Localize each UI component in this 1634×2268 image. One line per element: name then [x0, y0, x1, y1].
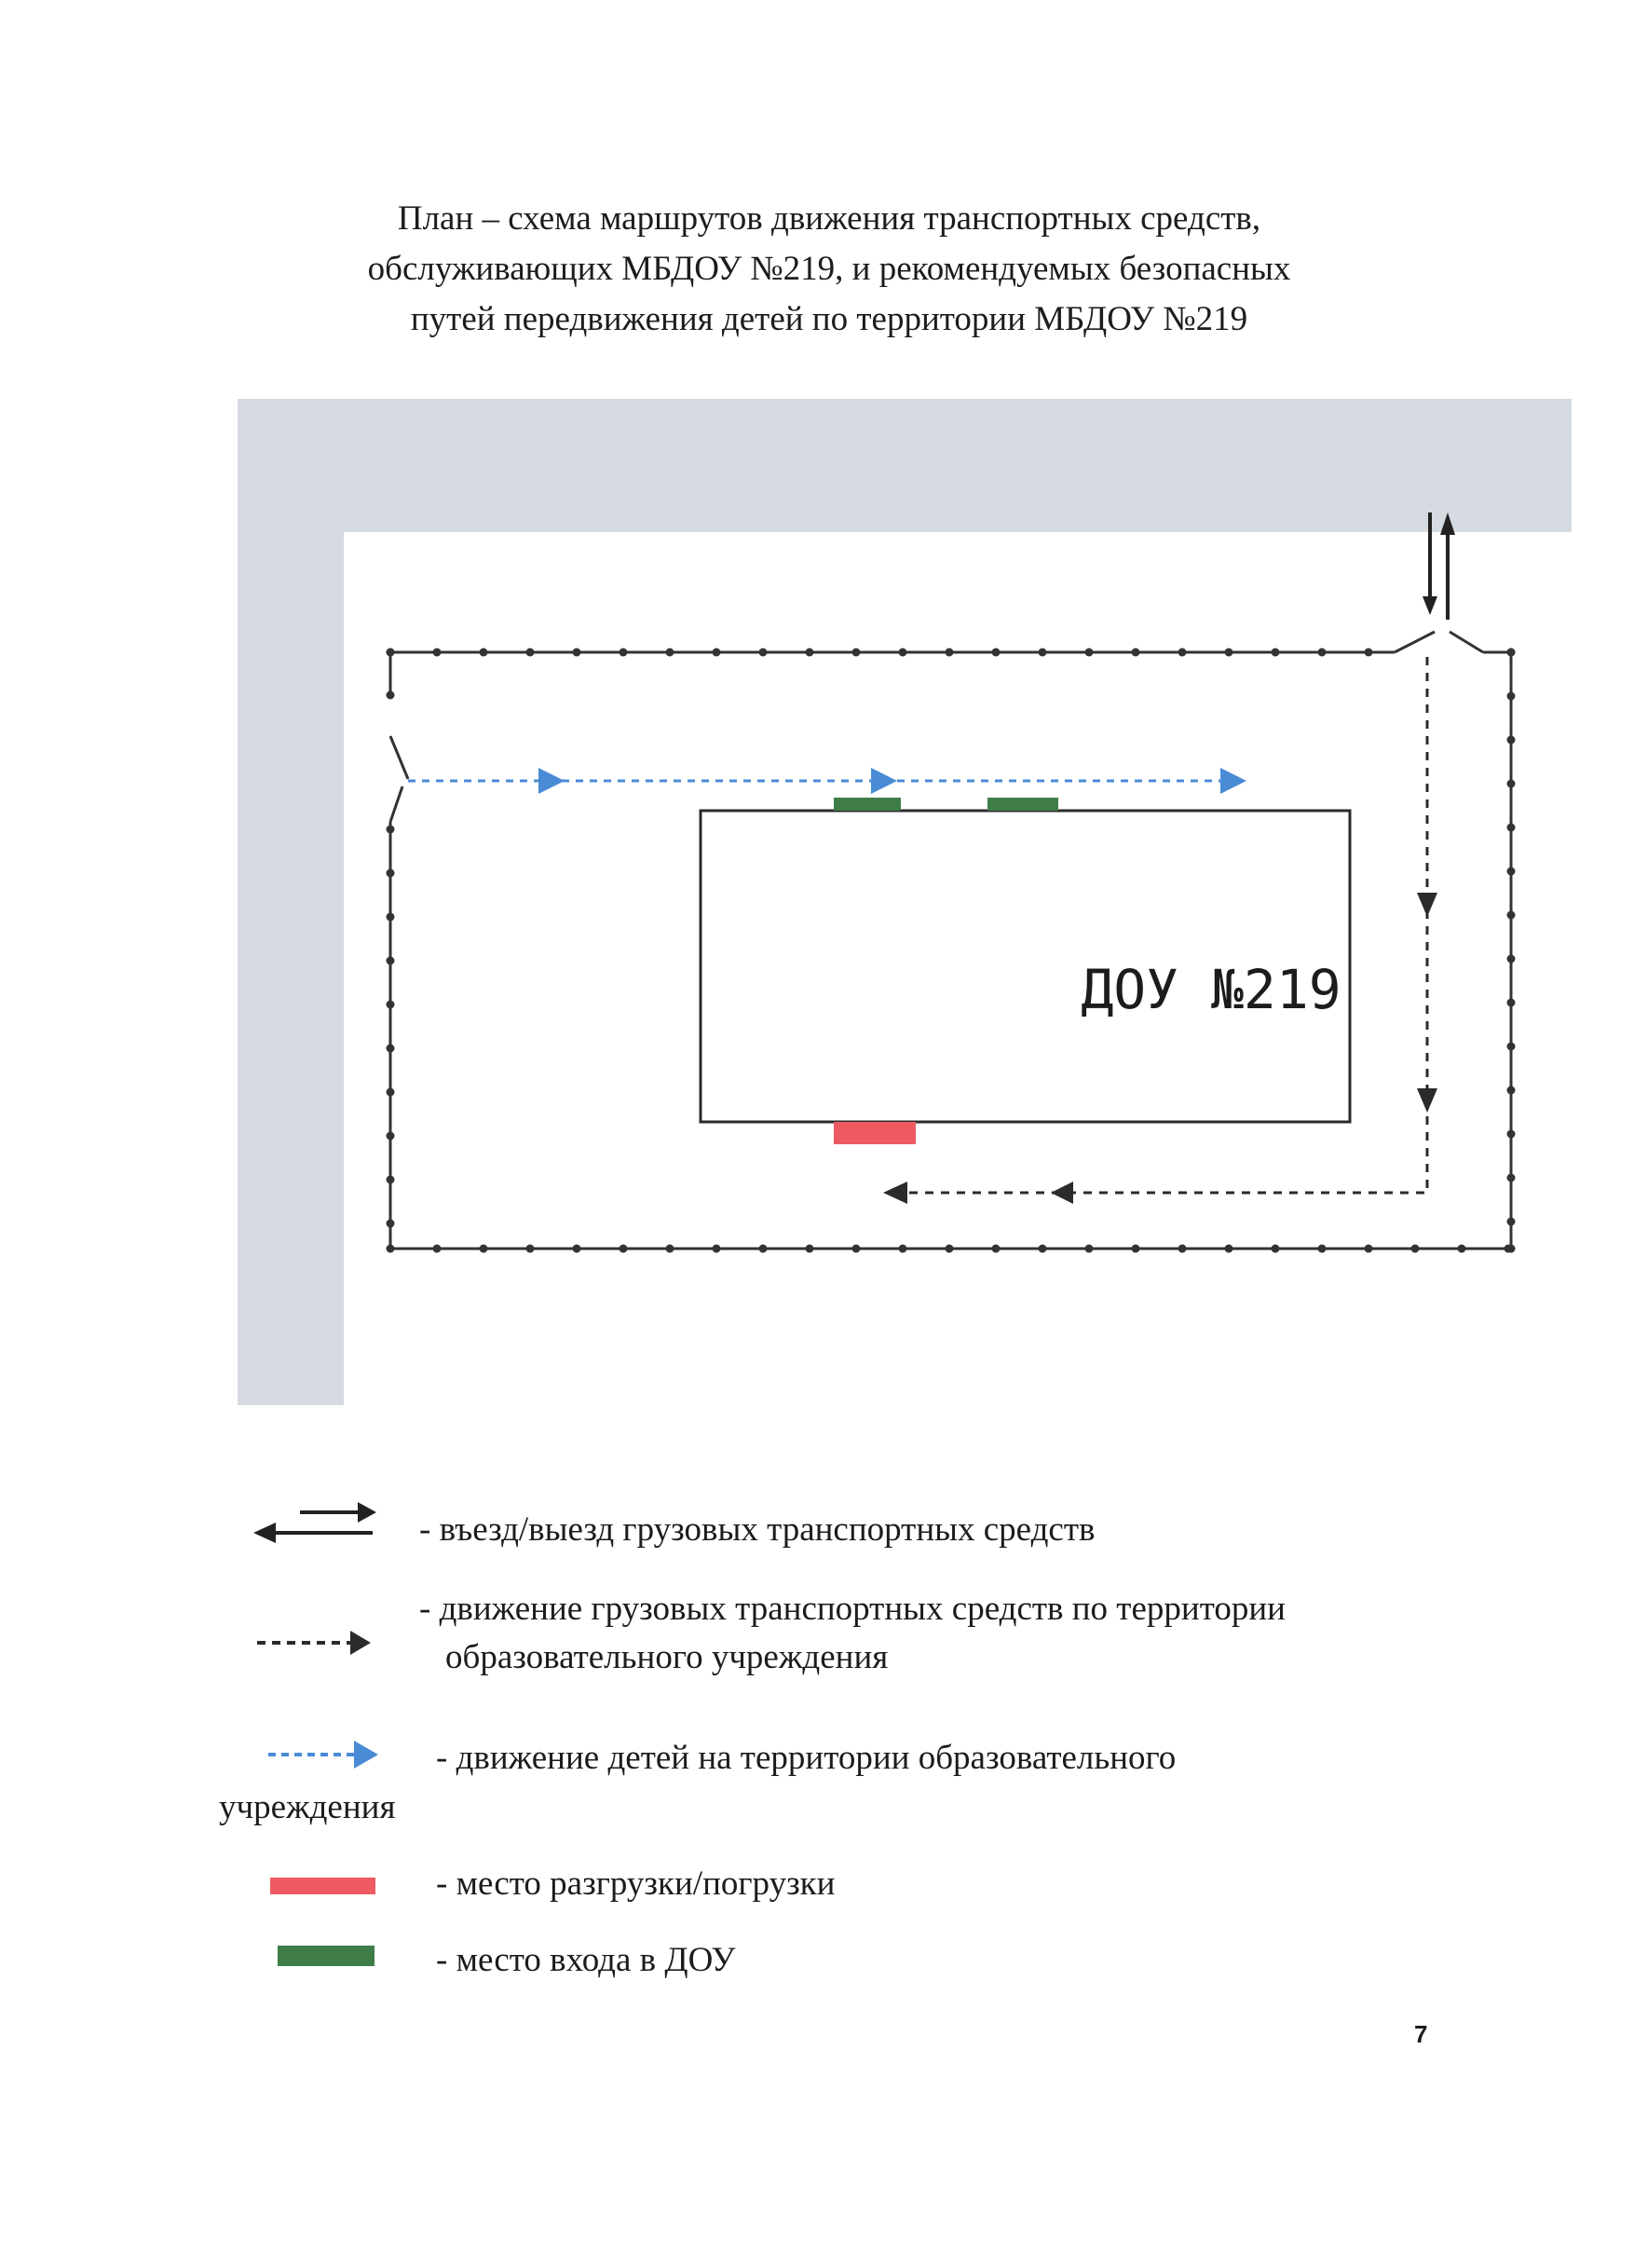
- legend-children-route-icon: [268, 1741, 378, 1769]
- fence-post: [480, 1245, 488, 1253]
- fence-post: [1507, 1130, 1516, 1139]
- fence-post: [1507, 1174, 1516, 1182]
- legend-children-route-text-2: учреждения: [219, 1788, 396, 1826]
- fence-post: [1318, 1245, 1327, 1253]
- children-route: [408, 768, 1246, 794]
- fence-post: [713, 1245, 721, 1253]
- gate-top-right-leaf: [1450, 632, 1483, 652]
- legend-entry-exit-text: - въезд/выезд грузовых транспортных средств: [419, 1510, 1096, 1549]
- legend-children-route-text-1: - движение детей на территории образовательного: [436, 1739, 1177, 1777]
- fence-post: [433, 649, 442, 657]
- fence-post: [387, 1045, 395, 1053]
- truck-arrow-left-1-icon: [1051, 1182, 1073, 1204]
- fence-post: [899, 1245, 907, 1253]
- loading-area: [834, 1122, 916, 1144]
- children-arrow-2-icon: [871, 768, 897, 794]
- fence-post: [946, 1245, 954, 1253]
- fence-post: [1225, 1245, 1233, 1253]
- fence-post: [387, 913, 395, 922]
- children-arrow-3-icon: [1220, 768, 1246, 794]
- fence-post: [1178, 649, 1187, 657]
- fence-post: [806, 1245, 814, 1253]
- gate-left-lower-leaf: [390, 786, 402, 822]
- legend-symbols: [253, 1502, 378, 1769]
- truck-arrow-left-2-icon: [883, 1182, 907, 1204]
- fence-post: [1507, 911, 1516, 920]
- fence-post: [1039, 1245, 1047, 1253]
- fence-post: [759, 649, 768, 657]
- fence-post: [1318, 649, 1327, 657]
- fence-post: [946, 649, 954, 657]
- fence-post: [1039, 649, 1047, 657]
- truck-arrow-down-2-icon: [1417, 1088, 1437, 1113]
- fence-post: [992, 1245, 1001, 1253]
- entrance-1: [834, 798, 901, 811]
- gate-arrow-down-icon: [1423, 596, 1437, 615]
- entrance-2: [987, 798, 1058, 811]
- legend-entrance-text: - место входа в ДОУ: [436, 1941, 736, 1979]
- fence-post: [620, 1245, 628, 1253]
- fence-post: [806, 649, 814, 657]
- fence-post: [1272, 649, 1280, 657]
- fence-post: [1365, 1245, 1373, 1253]
- fence-post: [1411, 1245, 1420, 1253]
- title-line-3: путей передвижения детей по территории МБДОУ №219: [410, 300, 1248, 338]
- fence-post: [1507, 824, 1516, 832]
- building-label: ДОУ №219: [1081, 958, 1341, 1021]
- fence-post: [1507, 780, 1516, 788]
- fence-post: [1458, 1245, 1466, 1253]
- fence-post: [480, 649, 488, 657]
- fence-post: [433, 1245, 442, 1253]
- legend-entrance-swatch: [278, 1946, 374, 1966]
- fence-post: [1225, 649, 1233, 657]
- fence-post: [899, 649, 907, 657]
- fence-post: [387, 1220, 395, 1228]
- fence-post: [1132, 649, 1140, 657]
- legend-truck-route-text-1: - движение грузовых транспортных средств по территории: [419, 1590, 1286, 1628]
- building: [701, 798, 1350, 1144]
- fence-post: [573, 649, 581, 657]
- gate-top-left-leaf: [1395, 632, 1435, 652]
- gate-left-upper-leaf: [390, 736, 408, 779]
- legend-loading-swatch: [270, 1878, 375, 1894]
- fence-post: [1507, 649, 1516, 657]
- fence-post: [387, 826, 395, 834]
- fence-post: [1132, 1245, 1140, 1253]
- fence-post: [666, 1245, 674, 1253]
- children-arrow-1-icon: [538, 768, 565, 794]
- fence-post: [573, 1245, 581, 1253]
- fence-post: [713, 649, 721, 657]
- truck-arrow-down-1-icon: [1417, 893, 1437, 917]
- fence-post: [1272, 1245, 1280, 1253]
- title-line-2: обслуживающих МБДОУ №219, и рекомендуемых безопасных: [367, 250, 1291, 288]
- legend-loading-text: - место разгрузки/погрузки: [436, 1865, 836, 1903]
- fence-post: [1085, 649, 1094, 657]
- title-line-1: План – схема маршрутов движения транспортных средств,: [397, 199, 1261, 238]
- fence-post: [387, 649, 395, 657]
- fence-post: [526, 649, 535, 657]
- legend-entry-exit-icon: [253, 1502, 376, 1543]
- legend-truck-route-text-2: образовательного учреждения: [445, 1638, 889, 1676]
- fence-post: [852, 1245, 861, 1253]
- fence-post: [620, 649, 628, 657]
- fence-post: [387, 1001, 395, 1009]
- fence-post: [1507, 955, 1516, 963]
- fence-post: [526, 1245, 535, 1253]
- legend-truck-route-icon: [257, 1631, 371, 1655]
- fence-post: [387, 957, 395, 965]
- road-left: [238, 399, 344, 1405]
- fence-post: [1507, 999, 1516, 1007]
- fence-post: [1178, 1245, 1187, 1253]
- fence-post: [1365, 649, 1373, 657]
- fence-post: [1085, 1245, 1094, 1253]
- fence-post: [1507, 736, 1516, 745]
- fence-post: [992, 649, 1001, 657]
- fence-post: [1507, 692, 1516, 701]
- fence-post: [387, 691, 395, 700]
- fence-post: [1507, 1245, 1516, 1253]
- fence-post: [759, 1245, 768, 1253]
- fence-post: [387, 1176, 395, 1184]
- fence-post: [666, 649, 674, 657]
- fence-post: [387, 1245, 395, 1253]
- fence-post: [1507, 868, 1516, 876]
- fence-post: [387, 1088, 395, 1097]
- fence-post: [387, 869, 395, 878]
- fence-post: [387, 1132, 395, 1141]
- road-top: [238, 399, 1572, 532]
- fence-post: [1507, 1218, 1516, 1226]
- fence-post: [852, 649, 861, 657]
- fence-top-left: [390, 652, 1395, 695]
- page-number: 7: [1414, 2020, 1428, 2048]
- fence-post: [1507, 1086, 1516, 1095]
- fence-post: [1507, 1043, 1516, 1051]
